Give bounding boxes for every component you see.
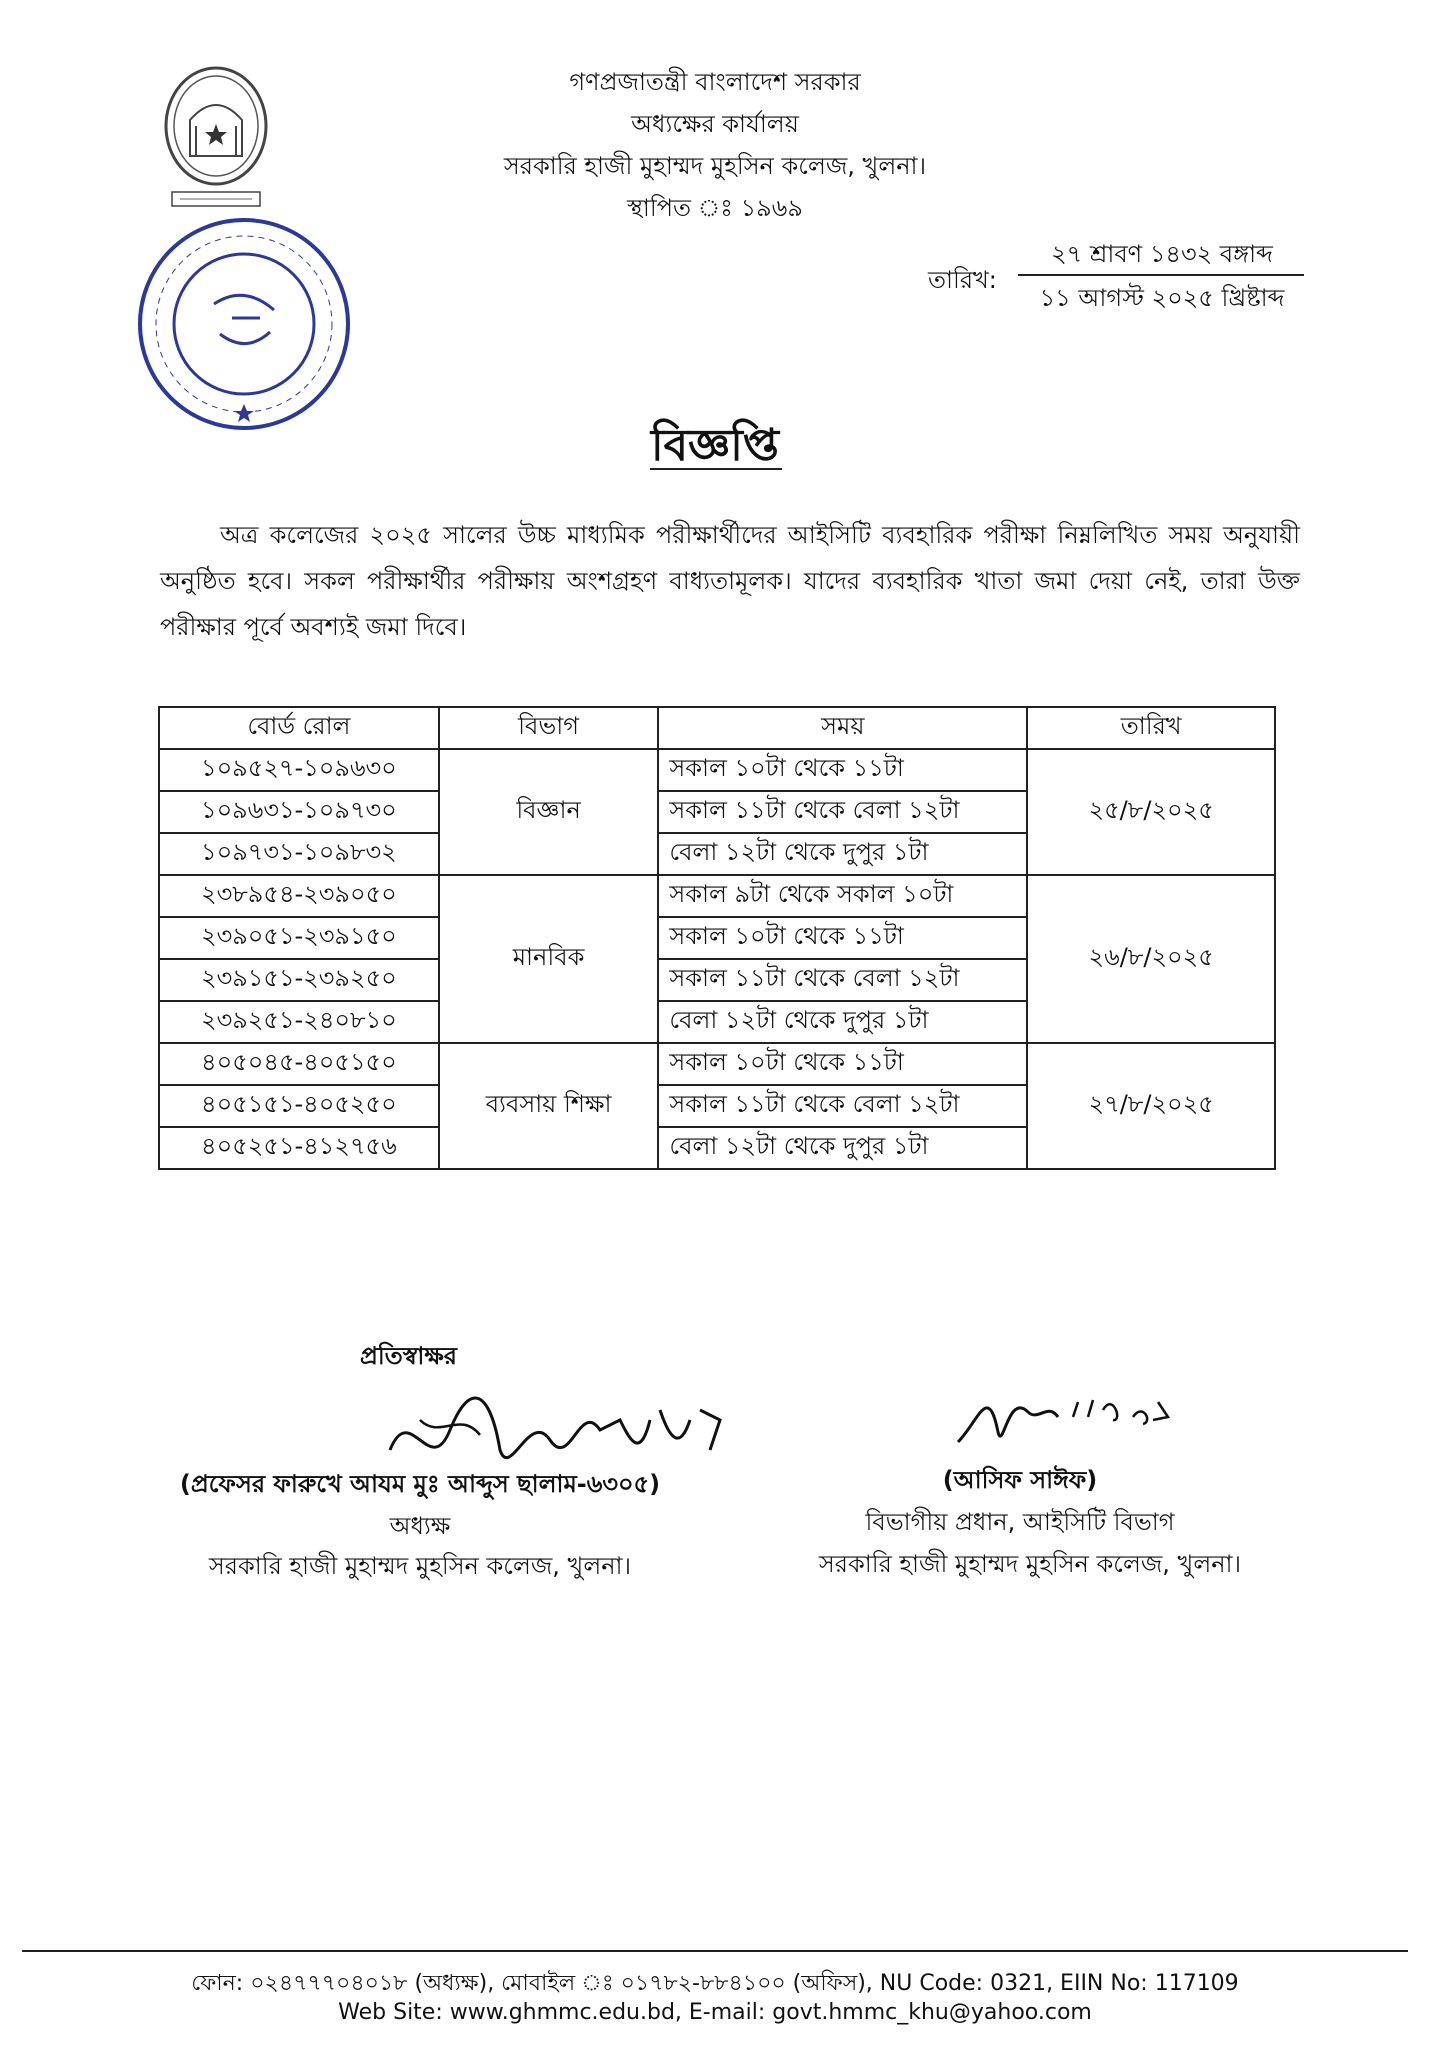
department-cell: ব্যবসায় শিক্ষা <box>439 1043 659 1169</box>
header-department: বিভাগ <box>439 707 659 749</box>
roll-cell: ৪০৫২৫১-৪১২৭৫৬ <box>159 1127 439 1169</box>
roll-cell: ১০৯৬৩১-১০৯৭৩০ <box>159 791 439 833</box>
time-cell: বেলা ১২টা থেকে দুপুর ১টা <box>658 833 1027 875</box>
roll-cell: ২৩৯১৫১-২৩৯২৫০ <box>159 959 439 1001</box>
time-cell: সকাল ১০টা থেকে ১১টা <box>658 1043 1027 1085</box>
notice-paragraph: অত্র কলেজের ২০২৫ সালের উচ্চ মাধ্যমিক পরীক্ষার্থীদের আইসিটি ব্যবহারিক পরীক্ষা নিম্নলিখিত সময় অনুযায়ী অনুষ্ঠিত হবে। সকল পরীক্ষার্থীর পরীক্ষায় অংশগ্রহণ বাধ্যতামূলক। যাদের ব্যবহারিক খাতা জমা দেয়া নেই, তারা উক্ত পরীক্ষার পূর্বে অবশ্যই জমা দিবে। <box>160 521 1300 641</box>
department-head-name: (আসিফ সাঈফ) <box>942 1466 1098 1494</box>
time-cell: সকাল ১১টা থেকে বেলা ১২টা <box>658 791 1027 833</box>
date-cell: ২৫/৮/২০২৫ <box>1027 749 1275 875</box>
department-head-title: বিভাগীয় প্রধান, আইসিটি বিভাগ <box>865 1508 1175 1536</box>
principal-name: (প্রফেসর ফারুখে আযম মুঃ আব্দুস ছালাম-৬৩০৫) <box>179 1470 661 1498</box>
header-government: গণপ্রজাতন্ত্রী বাংলাদেশ সরকার <box>569 68 861 96</box>
roll-cell: ১০৯৭৩১-১০৯৮৩২ <box>159 833 439 875</box>
date-english: ১১ আগস্ট ২০২৫ খ্রিষ্টাব্দ <box>1039 284 1285 312</box>
department-head-signature-icon <box>948 1362 1188 1462</box>
office-seal-icon <box>134 214 354 434</box>
roll-cell: ২৩৮৯৫৪-২৩৯০৫০ <box>159 875 439 917</box>
principal-title: অধ্যক্ষ <box>389 1512 451 1540</box>
notice-title: বিজ্ঞপ্তি <box>651 420 779 471</box>
date-bangla: ২৭ শ্রাবণ ১৪৩২ বঙ্গাব্দ <box>1051 240 1273 268</box>
schedule-table <box>158 706 1276 1170</box>
time-cell: সকাল ১০টা থেকে ১১টা <box>658 917 1027 959</box>
roll-cell: ২৩৯০৫১-২৩৯১৫০ <box>159 917 439 959</box>
time-cell: বেলা ১২টা থেকে দুপুর ১টা <box>658 1127 1027 1169</box>
table-row <box>159 1043 1275 1085</box>
header-office: অধ্যক্ষের কার্যালয় <box>631 110 799 138</box>
time-cell: বেলা ১২টা থেকে দুপুর ১টা <box>658 1001 1027 1043</box>
table-row <box>159 875 1275 917</box>
footer-contact: ফোন: ০২৪৭৭৭০৪০১৮ (অধ্যক্ষ), মোবাইল ঃ ০১৭৮২-৮৮৪১০০ (অফিস), NU Code: 0321, EIIN No: 117109 <box>191 1971 1239 1996</box>
header-college: সরকারি হাজী মুহাম্মদ মুহসিন কলেজ, খুলনা। <box>503 152 927 180</box>
footer-web: Web Site: www.ghmmc.edu.bd, E-mail: govt.hmmc_khu@yahoo.com <box>338 2000 1092 2025</box>
principal-institution: সরকারি হাজী মুহাম্মদ মুহসিন কলেজ, খুলনা। <box>208 1552 632 1580</box>
header-roll: বোর্ড রোল <box>159 707 439 749</box>
countersign-label: প্রতিস্বাক্ষর <box>360 1342 457 1370</box>
roll-cell: ৪০৫০৪৫-৪০৫১৫০ <box>159 1043 439 1085</box>
footer-divider <box>22 1950 1408 1952</box>
department-cell: মানবিক <box>439 875 659 1043</box>
table-header-row <box>159 707 1275 749</box>
header-established: স্থাপিত ঃ ১৯৬৯ <box>627 194 803 222</box>
date-divider <box>1018 274 1304 276</box>
table-row <box>159 749 1275 791</box>
time-cell: সকাল ১০টা থেকে ১১টা <box>658 749 1027 791</box>
date-cell: ২৬/৮/২০২৫ <box>1027 875 1275 1043</box>
roll-cell: ৪০৫১৫১-৪০৫২৫০ <box>159 1085 439 1127</box>
title-underline <box>650 468 782 470</box>
header-date: তারিখ <box>1027 707 1275 749</box>
time-cell: সকাল ১১টা থেকে বেলা ১২টা <box>658 1085 1027 1127</box>
department-head-institution: সরকারি হাজী মুহাম্মদ মুহসিন কলেজ, খুলনা। <box>818 1550 1242 1578</box>
time-cell: সকাল ১১টা থেকে বেলা ১২টা <box>658 959 1027 1001</box>
time-cell: সকাল ৯টা থেকে সকাল ১০টা <box>658 875 1027 917</box>
header-time: সময় <box>658 707 1027 749</box>
department-cell: বিজ্ঞান <box>439 749 659 875</box>
date-cell: ২৭/৮/২০২৫ <box>1027 1043 1275 1169</box>
date-label: তারিখ: <box>928 266 997 294</box>
roll-cell: ২৩৯২৫১-২৪০৮১০ <box>159 1001 439 1043</box>
roll-cell: ১০৯৫২৭-১০৯৬৩০ <box>159 749 439 791</box>
